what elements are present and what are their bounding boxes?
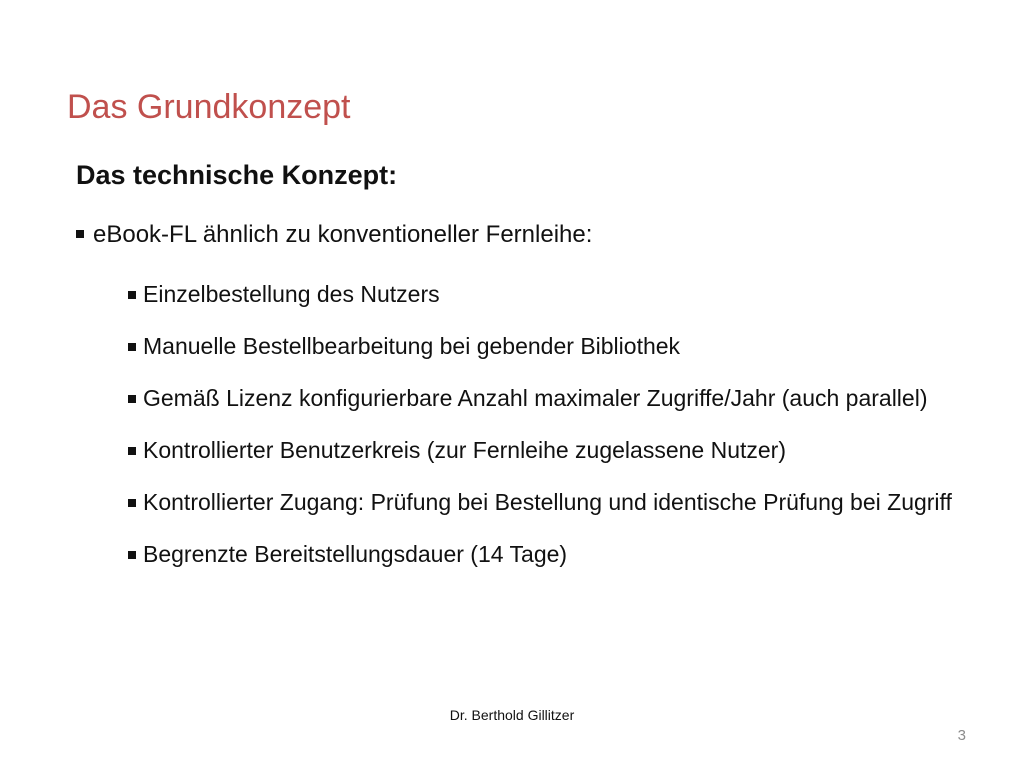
list-item-text: Gemäß Lizenz konfigurierbare Anzahl maximaler Zugriffe/Jahr (auch parallel) [143, 385, 928, 411]
square-bullet-icon [128, 395, 136, 403]
square-bullet-icon [128, 551, 136, 559]
list-item [128, 538, 968, 570]
list-item-text: Einzelbestellung des Nutzers [143, 281, 440, 307]
square-bullet-icon [76, 230, 84, 238]
list-item [128, 486, 968, 518]
list-item [128, 434, 968, 466]
list-item-text: Manuelle Bestellbearbeitung bei gebender Bibliothek [143, 333, 681, 359]
slide-subtitle: Das technische Konzept: [76, 160, 398, 190]
page-number: 3 [957, 727, 966, 744]
square-bullet-icon [128, 291, 136, 299]
list-item [128, 278, 968, 310]
sub-bullet-list [128, 278, 968, 590]
list-item [128, 382, 968, 414]
main-bullet [76, 221, 592, 249]
main-bullet-text: eBook-FL ähnlich zu konventioneller Fernleihe: [93, 221, 593, 248]
square-bullet-icon [128, 499, 136, 507]
list-item [128, 330, 968, 362]
square-bullet-icon [128, 343, 136, 351]
list-item-text: Kontrollierter Benutzerkreis (zur Fernleihe zugelassene Nutzer) [143, 437, 787, 463]
square-bullet-icon [128, 447, 136, 455]
list-item-text: Begrenzte Bereitstellungsdauer (14 Tage) [143, 541, 568, 567]
footer-author: Dr. Berthold Gillitzer [449, 707, 575, 723]
list-item-text: Kontrollierter Zugang: Prüfung bei Bestellung und identische Prüfung bei Zugriff [143, 489, 952, 515]
slide-title: Das Grundkonzept [67, 88, 351, 126]
